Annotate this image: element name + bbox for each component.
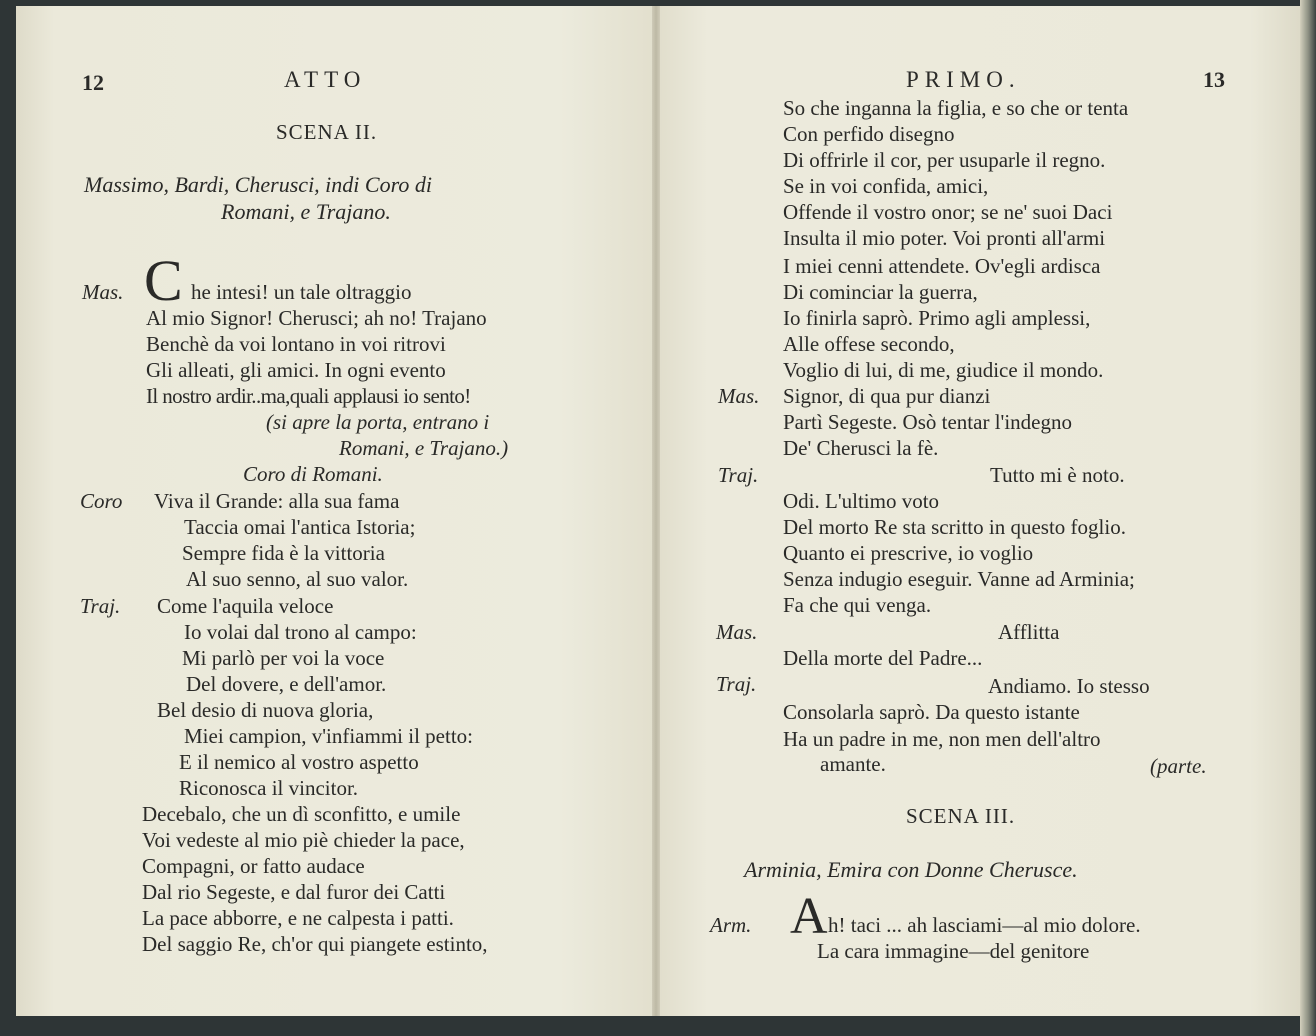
verse-line: Mi parlò per voi la voce — [182, 646, 385, 670]
verse-line: So che inganna la figlia, e so che or tenta — [783, 96, 1129, 120]
verse-line: Offende il vostro onor; se ne' suoi Daci — [783, 200, 1113, 224]
gutter — [652, 6, 660, 1016]
verse-line: Signor, di qua pur dianzi — [783, 384, 991, 408]
stage-direction: (parte. — [1150, 754, 1207, 778]
page-number-left: 12 — [82, 70, 104, 95]
speaker-traj: Traj. — [716, 672, 757, 696]
characters-right: Arminia, Emira con Donne Cherusce. — [744, 857, 1078, 882]
verse-line: Della morte del Padre... — [783, 646, 983, 670]
verse-line: Andiamo. Io stesso — [988, 674, 1150, 698]
verse-line: Insulta il mio poter. Voi pronti all'armi — [783, 226, 1106, 250]
verse-line: Benchè da voi lontano in voi ritrovi — [146, 332, 446, 356]
running-head-left: ATTO — [284, 67, 367, 92]
speaker-coro: Coro — [80, 489, 123, 513]
verse-line: Odi. L'ultimo voto — [783, 489, 940, 513]
verse-line: Quanto ei prescrive, io voglio — [783, 541, 1034, 565]
verse-line: La cara immagine—del genitore — [817, 939, 1090, 963]
characters-line-1: Massimo, Bardi, Cherusci, indi Coro di — [84, 172, 432, 197]
verse-line: Di offrirle il cor, per usuparle il regno. — [783, 148, 1106, 172]
speaker-mas: Mas. — [716, 620, 758, 644]
verse-line: Del dovere, e dell'amor. — [186, 672, 387, 696]
verse-line: Come l'aquila veloce — [157, 594, 334, 618]
verse-line: Al suo senno, al suo valor. — [186, 567, 409, 591]
drop-cap-c: C — [144, 248, 183, 313]
scene-title-right: SCENA III. — [906, 804, 1016, 828]
speaker-traj: Traj. — [80, 594, 121, 618]
verse-line: Al mio Signor! Cherusci; ah no! Trajano — [146, 306, 487, 330]
verse-line: Fa che qui venga. — [783, 593, 932, 617]
verse-line: La pace abborre, e ne calpesta i patti. — [142, 906, 454, 930]
speaker-arm: Arm. — [710, 913, 752, 937]
verse-line: Voglio di lui, di me, giudice il mondo. — [783, 358, 1104, 382]
stage-direction: Romani, e Trajano.) — [339, 436, 509, 460]
verse-line: Tutto mi è noto. — [990, 463, 1125, 487]
verse-line: Decebalo, che un dì sconfitto, e umile — [142, 802, 461, 826]
scene-title-left: SCENA II. — [276, 120, 378, 144]
verse-line: Del saggio Re, ch'or qui piangete estinto, — [142, 932, 488, 956]
verse-line: Sempre fida è la vittoria — [182, 541, 385, 565]
verse-line: Partì Segeste. Osò tentar l'indegno — [783, 410, 1072, 434]
page-number-right: 13 — [1203, 67, 1225, 92]
verse-line: he intesi! un tale oltraggio — [191, 280, 412, 304]
page-edge — [1300, 0, 1316, 1036]
verse-line: Viva il Grande: alla sua fama — [154, 489, 400, 513]
verse-line: Il nostro ardir..ma,quali applausi io sento! — [146, 384, 471, 408]
verse-line: Gli alleati, gli amici. In ogni evento — [146, 358, 446, 382]
coro-heading: Coro di Romani. — [243, 462, 383, 486]
verse-line: Alle offese secondo, — [783, 332, 955, 356]
verse-line: Voi vedeste al mio piè chieder la pace, — [142, 828, 465, 852]
speaker-mas: Mas. — [82, 280, 124, 304]
verse-line: Bel desio di nuova gloria, — [157, 698, 374, 722]
verse-line: Senza indugio eseguir. Vanne ad Arminia; — [783, 567, 1135, 591]
verse-line: I miei cenni attendete. Ov'egli ardisca — [783, 254, 1101, 278]
verse-line: h! taci ... ah lasciami—al mio dolore. — [828, 913, 1141, 937]
verse-line: Di cominciar la guerra, — [783, 280, 978, 304]
running-head-right: PRIMO. — [906, 67, 1021, 92]
verse-line: amante. — [820, 752, 886, 776]
characters-line-2: Romani, e Trajano. — [221, 199, 391, 224]
verse-line: Miei campion, v'infiammi il petto: — [184, 724, 473, 748]
verse-line: Con perfido disegno — [783, 122, 955, 146]
verse-line: Dal rio Segeste, e dal furor dei Catti — [142, 880, 446, 904]
speaker-mas: Mas. — [718, 384, 760, 408]
verse-line: Taccia omai l'antica Istoria; — [184, 515, 416, 539]
verse-line: De' Cherusci la fè. — [783, 436, 939, 460]
verse-line: Io finirla saprò. Primo agli amplessi, — [783, 306, 1091, 330]
verse-line: Compagni, or fatto audace — [142, 854, 365, 878]
verse-line: Se in voi confida, amici, — [783, 174, 989, 198]
verse-line: Ha un padre in me, non men dell'altro — [783, 727, 1101, 751]
speaker-traj: Traj. — [718, 463, 759, 487]
stage-direction: (si apre la porta, entrano i — [266, 410, 490, 434]
verse-line: Io volai dal trono al campo: — [184, 620, 417, 644]
verse-line: Del morto Re sta scritto in questo foglio. — [783, 515, 1126, 539]
verse-line: Riconosca il vincitor. — [179, 776, 359, 800]
verse-line: Afflitta — [998, 620, 1060, 644]
verse-line: Consolarla saprò. Da questo istante — [783, 700, 1080, 724]
drop-cap-a: A — [790, 888, 828, 945]
verse-line: E il nemico al vostro aspetto — [179, 750, 419, 774]
